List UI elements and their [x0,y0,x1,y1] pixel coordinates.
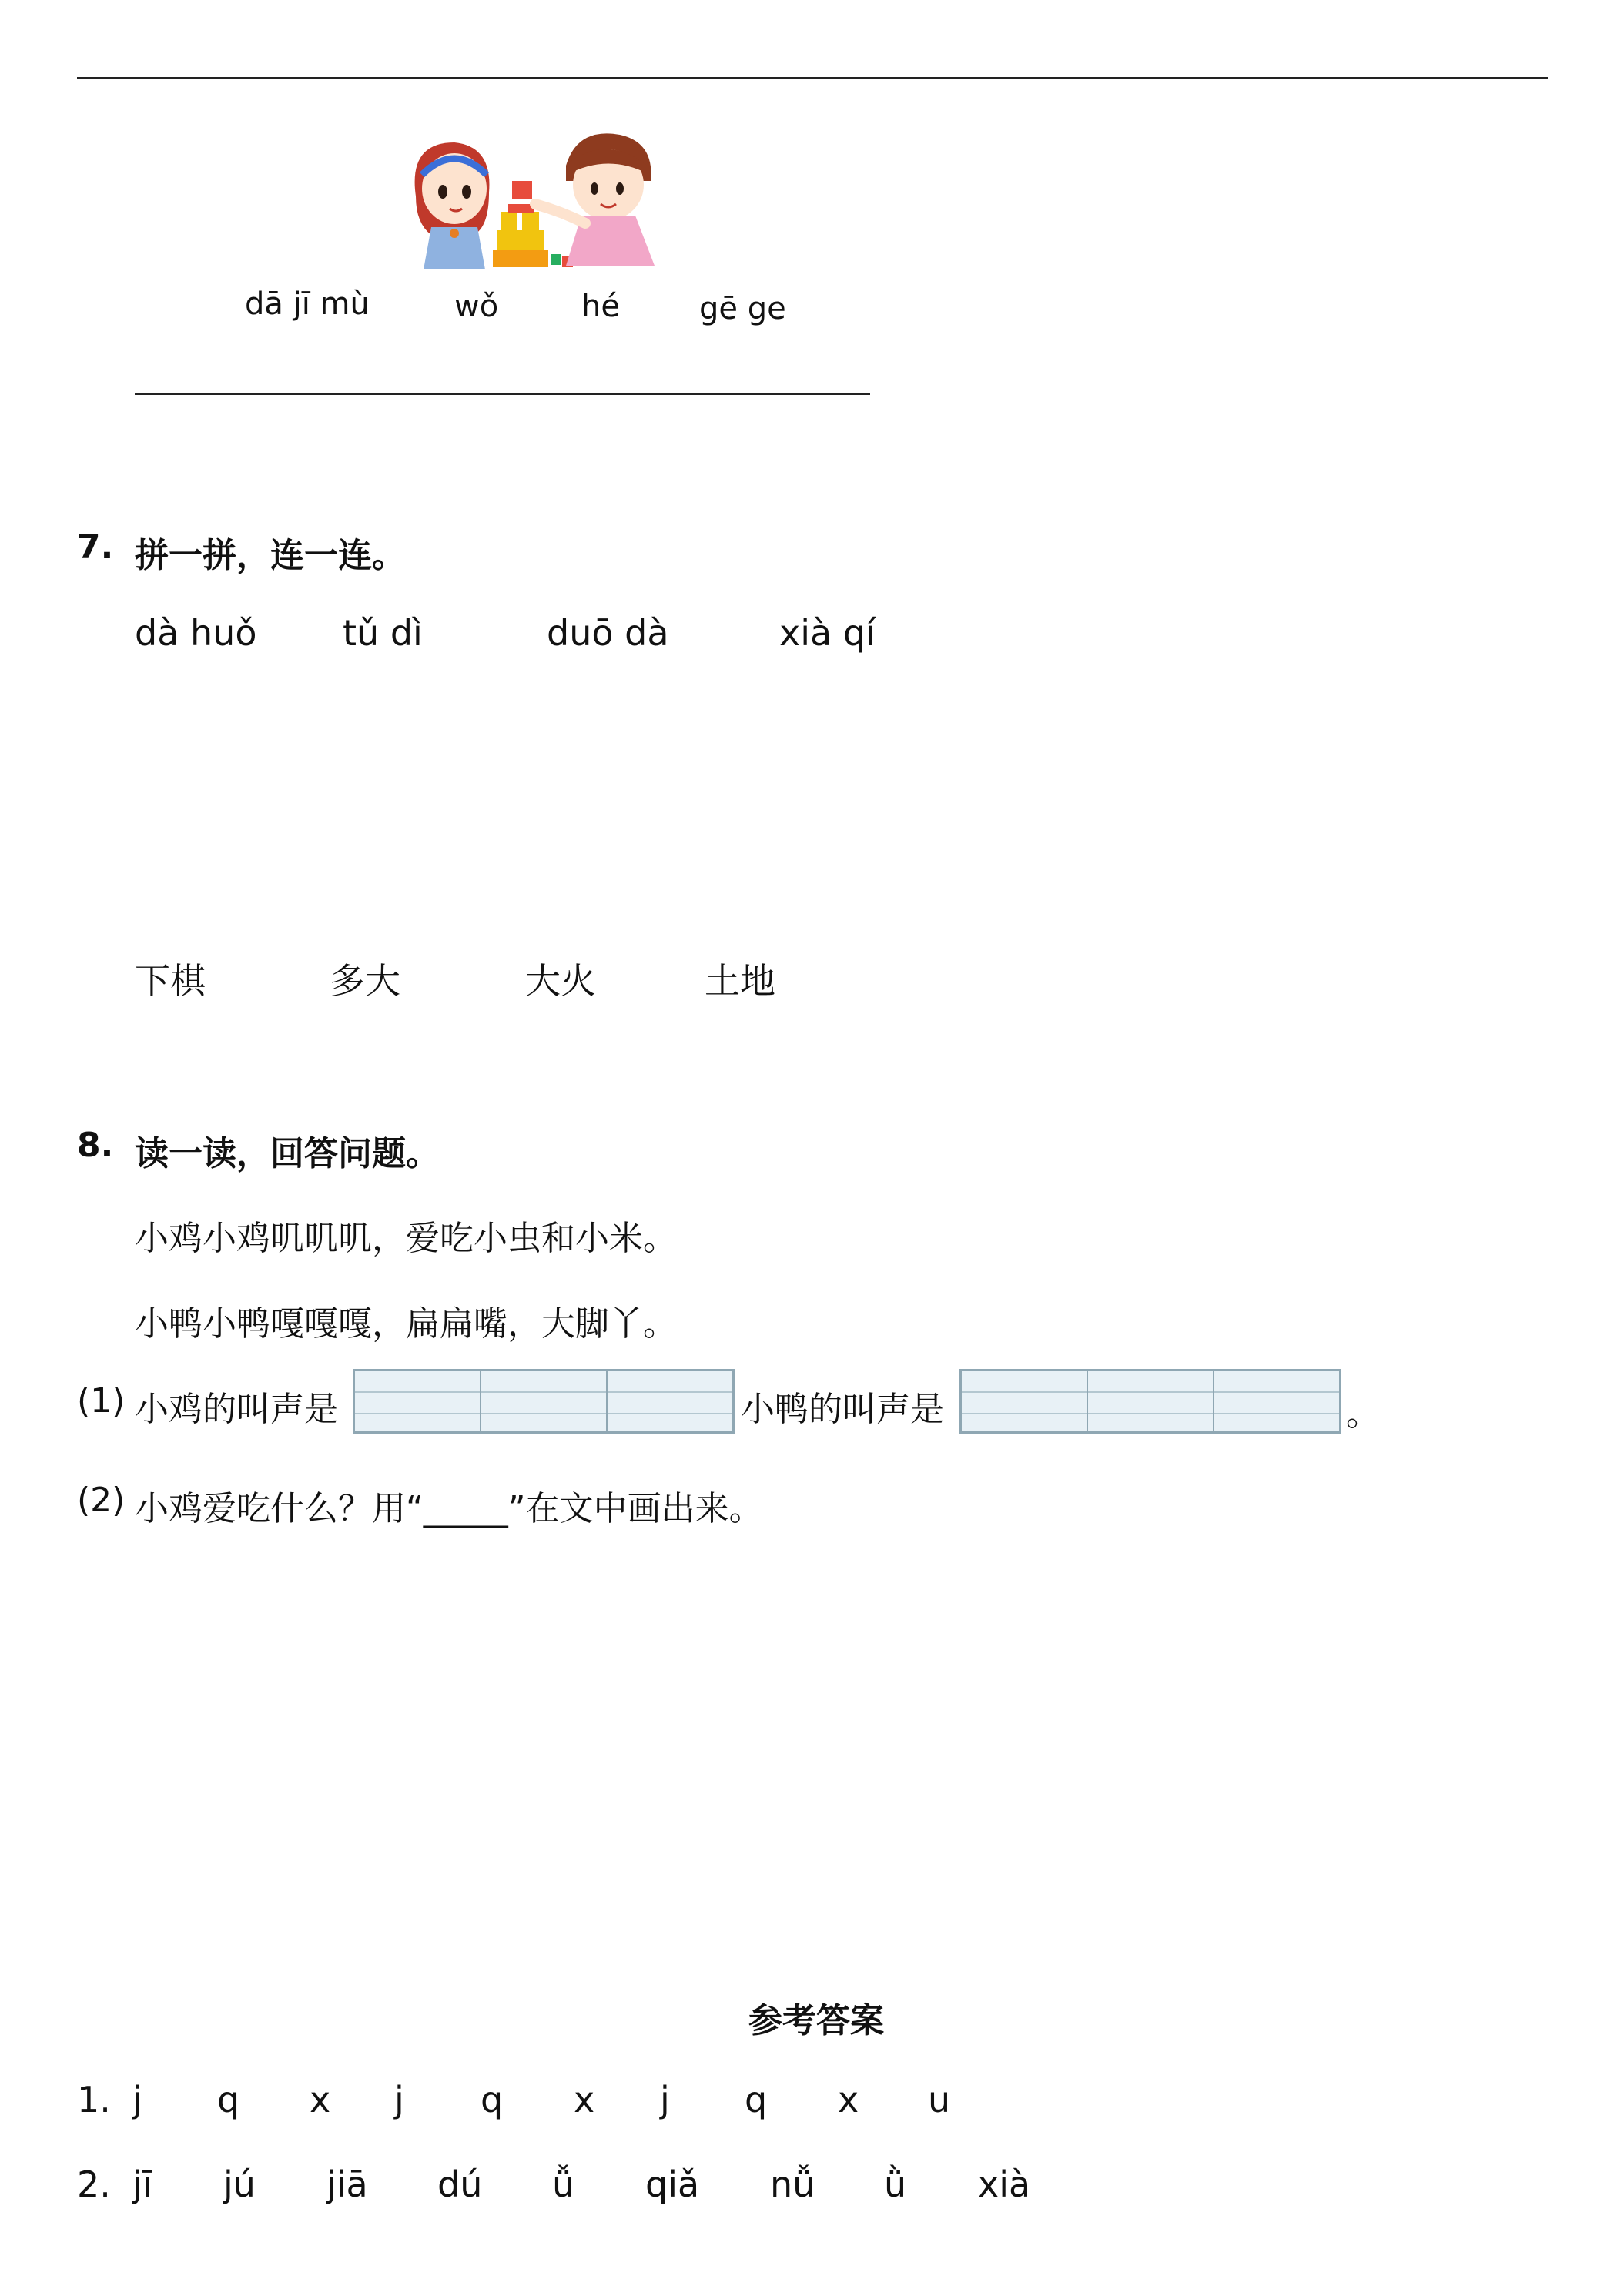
picture-pinyin-3: hé [581,289,620,324]
q7-word-3: 大火 [525,960,596,1002]
duck-sound-writing-grid[interactable] [959,1369,1341,1434]
answer-row2-item: jī [132,2164,152,2205]
q7-pinyin-1: dà huǒ [135,612,257,654]
q7-word-1: 下棋 [135,960,206,1002]
answer-row1-item: j [132,2079,142,2120]
answer-row2-number: 2. [77,2164,111,2205]
writing-cell[interactable] [1088,1371,1214,1431]
q8-passage-line-2: 小鸭小鸭嘎嘎嘎，扁扁嘴，大脚丫。 [135,1304,677,1344]
picture-pinyin-4: gē ge [699,291,786,326]
q8-sub1-number: (1) [77,1381,126,1421]
answer-row1-item: q [745,2079,768,2120]
answer-row1-item: x [838,2079,859,2120]
q7-word-4: 土地 [705,960,775,1002]
answers-title: 参考答案 [748,2001,884,2040]
q8-sub2-number: (2) [77,1481,126,1520]
answer-row1-item: x [310,2079,331,2120]
writing-cell[interactable] [1214,1371,1339,1431]
writing-cell[interactable] [608,1371,732,1431]
q7-word-2: 多大 [330,960,400,1002]
answer-row2-item: jiā [326,2164,368,2205]
answer-row1-item: j [660,2079,670,2120]
answer-row2-item: dú [437,2164,483,2205]
q7-pinyin-4: xià qí [779,612,876,654]
q7-pinyin-2: tǔ dì [343,612,423,654]
q8-passage-line-1: 小鸡小鸡叽叽叽，爱吃小虫和小米。 [135,1219,677,1258]
answer-row1-item: u [928,2079,951,2120]
q8-sub1-text-b: 小鸭的叫声是 [741,1390,944,1429]
answer-row2-item: qiǎ [645,2164,700,2205]
top-rule [77,77,1548,79]
answer-row2-item: ǜ [884,2164,907,2205]
picture-pinyin-1: dā jī mù [245,286,370,322]
q8-sub1-end: 。 [1346,1394,1380,1434]
writing-cell[interactable] [481,1371,608,1431]
answer-row1-item: j [394,2079,404,2120]
answer-row2-item: xià [978,2164,1031,2205]
answer-row2-item: nǚ [770,2164,815,2205]
chick-sound-writing-grid[interactable] [353,1369,735,1434]
q7-number: 7. [77,527,114,567]
q8-title: 读一读，回答问题。 [135,1134,440,1173]
answer-line [135,393,870,395]
answer-row2-item: jú [223,2164,256,2205]
children-building-blocks-illustration [400,127,670,277]
q8-number: 8. [77,1126,114,1165]
q8-sub2-text: 小鸡爱吃什么？用“_____”在文中画出来。 [135,1489,763,1528]
answer-row1-item: q [217,2079,240,2120]
writing-cell[interactable] [962,1371,1088,1431]
answer-row1-number: 1. [77,2079,111,2120]
answer-row1-item: x [574,2079,595,2120]
q7-pinyin-3: duō dà [547,612,669,654]
answer-row1-item: q [481,2079,504,2120]
picture-pinyin-2: wǒ [454,289,499,324]
writing-cell[interactable] [355,1371,481,1431]
q7-title: 拼一拼，连一连。 [135,536,406,575]
q8-sub1-text-a: 小鸡的叫声是 [135,1390,338,1429]
answer-row2-item: ǚ [552,2164,575,2205]
